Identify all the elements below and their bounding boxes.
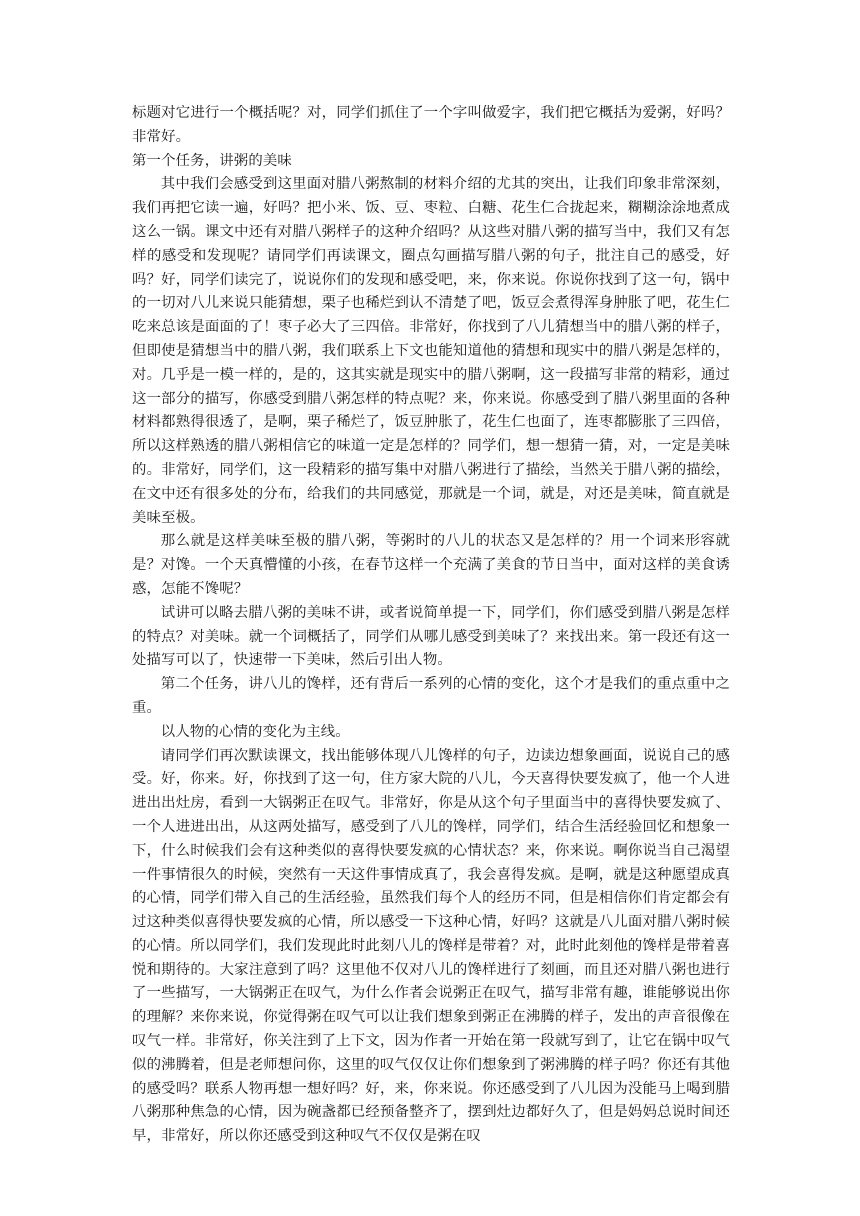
section-heading-task-two: 第二个任务，讲八儿的馋样，还有背后一系列的心情的变化，这个才是我们的重点重中之重。 bbox=[132, 676, 730, 716]
paragraph-intro: 标题对它进行一个概括呢？对，同学们抓住了一个字叫做爱字，我们把它概括为爱粥，好吗？非常好。 bbox=[132, 105, 730, 145]
paragraph-trial-note: 试讲可以略去腊八粥的美味不讲，或者说简单提一下，同学们，你们感受到腊八粥是怎样的特点？对美味。就一个词概括了，同学们从哪儿感受到美味了？来找出来。第一段还有这一处描写可以了，快速带一下美味，然后引出人物。 bbox=[132, 604, 730, 669]
paragraph-mainline: 以人物的心情的变化为主线。 bbox=[160, 723, 350, 740]
paragraph-ingredients: 其中我们会感受到这里面对腊八粥熬制的材料介绍的尤其的突出，让我们印象非常深刻，我们再把它读一遍，好吗？把小米、饭、豆、枣粒、白糖、花生仁合拢起来，糊糊涂涂地煮成这么一锅。课文中还有对腊八粥样子的这种介绍吗？从这些对腊八粥的描写当中，我们又有怎样的感受和发现呢？请同学们再读课文，圈点勾画描写腊八粥的句子，批注自己的感受，好吗？好，同学们读完了，说说你们的发现和感受吧，来，你来说。你说你找到了这一句，锅中的一切对八儿来说只能猜想，栗子也稀烂到认不清楚了吧，饭豆会煮得浑身肿胀了吧，花生仁吃来总该是面面的了！枣子必大了三四倍。非常好，你找到了八儿猜想当中的腊八粥的样子，但即使是猜想当中的腊八粥，我们联系上下文也能知道他的猜想和现实中的腊八粥是怎样的，对。几乎是一模一样的，是的，这其实就是现实中的腊八粥啊，这一段描写非常的精彩，通过这一部分的描写，你感受到腊八粥怎样的特点呢？来，你来说。你感受到了腊八粥里面的各种材料都熟得很透了，是啊，栗子稀烂了，饭豆肿胀了，花生仁也面了，连枣都膨胀了三四倍，所以这样熟透的腊八粥相信它的味道一定是怎样的？同学们，想一想猜一猜，对，一定是美味的。非常好，同学们，这一段精彩的描写集中对腊八粥进行了描绘，当然关于腊八粥的描绘，在文中还有很多处的分布，给我们的共同感觉，那就是一个词，就是，对还是美味，简直就是美味至极。 bbox=[132, 176, 730, 526]
paragraph-reading-task: 请同学们再次默读课文，找出能够体现八儿馋样的句子，边读边想象画面，说说自己的感受。好，你来。好，你找到了这一句，住方家大院的八儿，今天喜得快要发疯了，他一个人进进出出灶房，看到一大锅粥正在叹气。非常好，你是从这个句子里面当中的喜得快要发疯了、一个人进进出出，从这两处描写，感受到了八儿的馋样，同学们，结合生活经验回忆和想象一下，什么时候我们会有这种类似的喜得快要发疯的心情状态？来，你来说。啊你说当自己渴望一件事情很久的时候，突然有一天这件事情成真了，我会喜得发疯。是啊，就是这种愿望成真的心情，同学们带入自己的生活经验，虽然我们每个人的经历不同，但是相信你们肯定都会有过这种类似喜得快要发疯的心情，所以感受一下这种心情，好吗？这就是八儿面对腊八粥时候的心情。所以同学们，我们发现此时此刻八儿的馋样是带着？对，此时此刻他的馋样是带着喜悦和期待的。大家注意到了吗？这里他不仅对八儿的馋样进行了刻画，而且还对腊八粥也进行了一些描写，一大锅粥正在叹气，为什么作者会说粥正在叹气，描写非常有趣，谁能够说出你的理解？来你来说，你觉得粥在叹气可以让我们想象到粥正在沸腾的样子，发出的声音很像在叹气一样。非常好，你关注到了上下文，因为作者一开始在第一段就写到了，让它在锅中叹气似的沸腾着，但是老师想问你，这里的叹气仅仅让你们想象到了粥沸腾的样子吗？你还有其他的感受吗？联系人物再想一想好吗？好，来，你来说。你还感受到了八儿因为没能马上喝到腊八粥那种焦急的心情，因为碗盏都已经预备整齐了，摆到灶边都好久了，但是妈妈总说时间还早，非常好，所以你还感受到这种叹气不仅仅是粥在叹 bbox=[132, 747, 730, 1145]
paragraph-greedy: 那么就是这样美味至极的腊八粥，等粥时的八儿的状态又是怎样的？用一个词来形容就是？对馋。一个天真懵懂的小孩，在春节这样一个充满了美食的节日当中，面对这样的美食诱惑，怎能不馋呢？ bbox=[132, 533, 730, 597]
document-page bbox=[132, 102, 730, 1149]
section-heading-task-one: 第一个任务，讲粥的美味 bbox=[132, 152, 292, 169]
